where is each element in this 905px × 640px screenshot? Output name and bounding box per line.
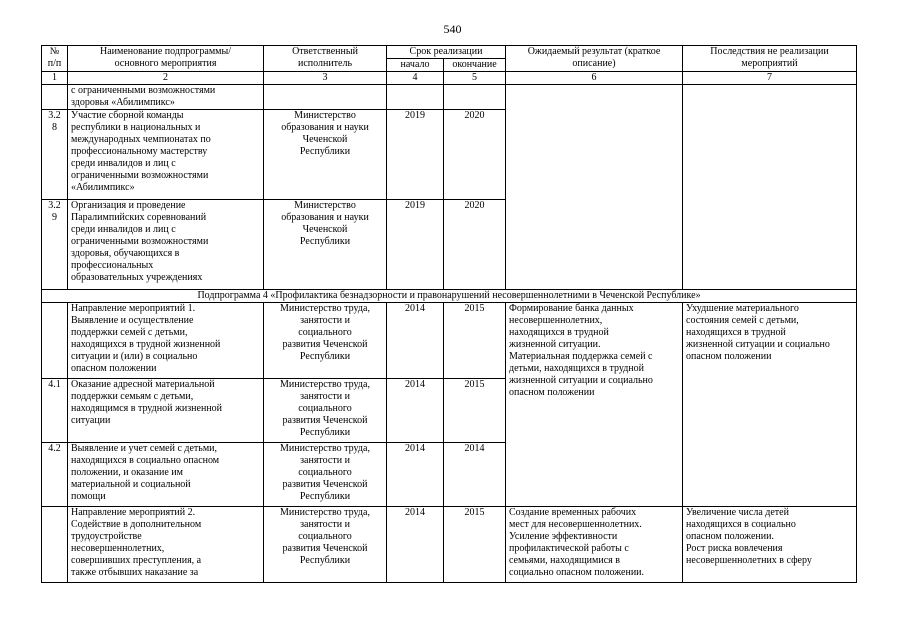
row-executor: Министерство труда, занятости и социального развития Чеченской Республики [264, 379, 387, 443]
row-executor: Министерство образования и науки Чеченской Республики [264, 110, 387, 200]
row-name: Оказание адресной материальной поддержки семьям с детьми, находящимся в трудной жизненной ситуации [68, 379, 264, 443]
header-result: Ожидаемый результат (краткое описание) [506, 46, 683, 72]
row-executor: Министерство труда, занятости и социального развития Чеченской Республики [264, 303, 387, 379]
row-executor: Министерство труда, занятости и социального развития Чеченской Республики [264, 507, 387, 583]
row-end: 2014 [444, 443, 506, 507]
header-name: Наименование подпрограммы/ основного мероприятия [68, 46, 264, 72]
header-start: начало [387, 59, 444, 72]
row-name: Направление мероприятий 1. Выявление и осуществление поддержки семей с детьми, находящихся в трудной жизненной ситуации и (или) в социально опасном положении [68, 303, 264, 379]
header-end: окончание [444, 59, 506, 72]
row-start: 2014 [387, 443, 444, 507]
row-start: 2014 [387, 379, 444, 443]
row-name: с ограниченными возможностями здоровья «Абилимпикс» [68, 85, 264, 110]
header-term: Срок реализации [387, 46, 506, 59]
row-name: Направление мероприятий 2. Содействие в дополнительном трудоустройстве несовершеннолетних, совершивших преступления, а также отбывших наказание за [68, 507, 264, 583]
table-row [42, 507, 857, 583]
row-executor: Министерство труда, занятости и социального развития Чеченской Республики [264, 443, 387, 507]
col-number: 1 [42, 72, 68, 85]
subprogram-title: Подпрограмма 4 «Профилактика безнадзорности и правонарушений несовершеннолетними в Чеченской Республике» [42, 290, 857, 303]
header-num: № п/п [42, 46, 68, 72]
col-number: 3 [264, 72, 387, 85]
row-end: 2015 [444, 303, 506, 379]
col-number: 5 [444, 72, 506, 85]
row-num [42, 303, 68, 379]
plan-table [41, 45, 857, 583]
row-num: 4.2 [42, 443, 68, 507]
row-end: 2015 [444, 507, 506, 583]
row-num: 3.2 9 [42, 200, 68, 290]
row-num: 3.2 8 [42, 110, 68, 200]
row-start: 2019 [387, 110, 444, 200]
row-num [42, 85, 68, 110]
header-executor: Ответственный исполнитель [264, 46, 387, 72]
col-number: 4 [387, 72, 444, 85]
row-consequences: Ухудшение материального состояния семей с детьми, находящихся в трудной жизненной ситуации и социально опасном положении [683, 303, 857, 507]
row-result: Создание временных рабочих мест для несовершеннолетних. Усиление эффективности профилактической работы с семьями, находящимися в социально опасном положении. [506, 507, 683, 583]
row-name: Участие сборной команды республики в национальных и международных чемпионатах по профессиональному мастерству среди инвалидов и лиц с ограниченными возможностями «Абилимпикс» [68, 110, 264, 200]
row-end: 2015 [444, 379, 506, 443]
row-consequences-empty [683, 85, 857, 290]
row-name: Организация и проведение Паралимпийских соревнований среди инвалидов и лиц с ограниченными возможностями здоровья, обучающихся в профессиональных образовательных учреждениях [68, 200, 264, 290]
row-executor [264, 85, 387, 110]
row-end [444, 85, 506, 110]
row-end: 2020 [444, 200, 506, 290]
row-start: 2014 [387, 507, 444, 583]
page-number: 540 [443, 22, 462, 36]
row-consequences: Увеличение числа детей находящихся в социально опасном положении. Рост риска вовлечения несовершеннолетних в сферу [683, 507, 857, 583]
table-row [42, 85, 857, 110]
row-num: 4.1 [42, 379, 68, 443]
row-start: 2019 [387, 200, 444, 290]
row-start: 2014 [387, 303, 444, 379]
row-start [387, 85, 444, 110]
row-result-empty [506, 85, 683, 290]
col-number: 6 [506, 72, 683, 85]
row-result: Формирование банка данных несовершеннолетних, находящихся в трудной жизненной ситуации. Материальная поддержка семей с детьми, находящихся в трудной жизненной ситуации и социально опасном положении [506, 303, 683, 507]
header-consequences: Последствия не реализации мероприятий [683, 46, 857, 72]
col-number: 7 [683, 72, 857, 85]
col-number: 2 [68, 72, 264, 85]
row-name: Выявление и учет семей с детьми, находящихся в социально опасном положении, и оказание им материальной и социальной помощи [68, 443, 264, 507]
row-num [42, 507, 68, 583]
subprogram-row [42, 290, 857, 303]
row-executor: Министерство образования и науки Чеченской Республики [264, 200, 387, 290]
table-row [42, 303, 857, 379]
row-end: 2020 [444, 110, 506, 200]
